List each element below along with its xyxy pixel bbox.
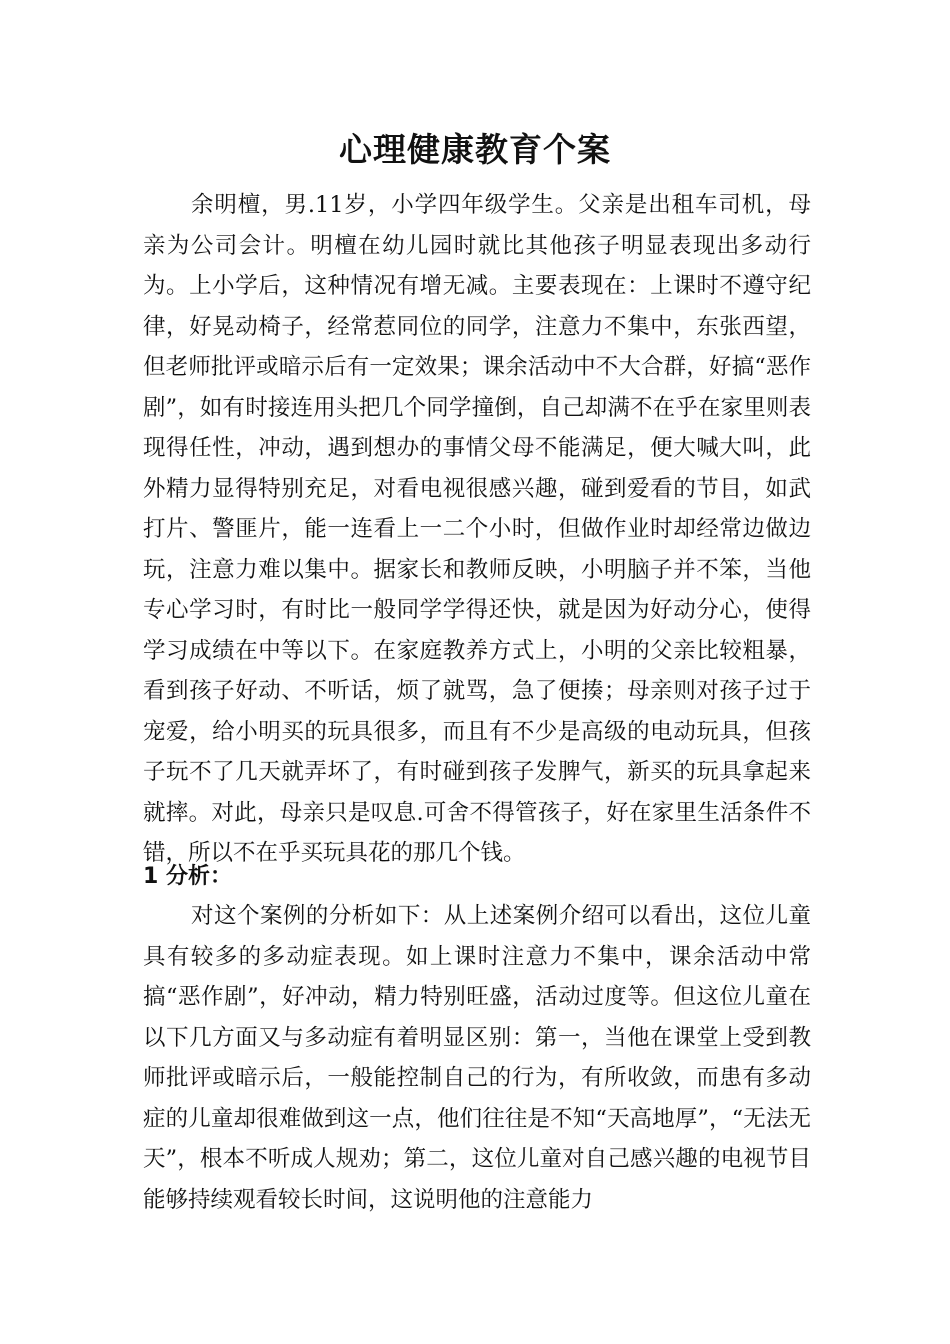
case-description-paragraph: 余明檀，男.11岁，小学四年级学生。父亲是出租车司机，母亲为公司会计。明檀在幼儿园时就比其他孩子明显表现出多动行为。上小学后，这种情况有增无减。主要表现在：上课时不遵守纪律，好晃动椅子，经常惹同位的同学，注意力不集中，东张西望，但老师批评或暗示后有一定效果；课余活动中不大合群，好搞“恶作剧”，如有时接连用头把几个同学撞倒，自己却满不在乎在家里则表现得任性，冲动，遇到想办的事情父母不能满足，便大喊大叫，此外精力显得特别充足，对看电视很感兴趣，碰到爱看的节目，如武打片、警匪片，能一连看上一二个小时，但做作业时却经常边做边玩，注意力难以集中。据家长和教师反映，小明脑子并不笨，当他专心学习时，有时比一般同学学得还快，就是因为好动分心，使得学习成绩在中等以下。在家庭教养方式上，小明的父亲比较粗暴，看到孩子好动、不听话，烦了就骂，急了便揍；母亲则对孩子过于宠爱，给小明买的玩具很多，而且有不少是高级的电动玩具，但孩子玩不了几天就弄坏了，有时碰到孩子发脾气，新买的玩具拿起来就摔。对此，母亲只是叹息.可舍不得管孩子，好在家里生活条件不错，所以不在乎买玩具花的那几个钱。	[143, 192, 811, 866]
analysis-paragraph: 对这个案例的分析如下：从上述案例介绍可以看出，这位儿童具有较多的多动症表现。如上课时注意力不集中，课余活动中常搞“恶作剧”，好冲动，精力特别旺盛，活动过度等。但这位儿童在以下几方面又与多动症有着明显区别：第一，当他在课堂上受到教师批评或暗示后，一般能控制自己的行为，有所收敛，而患有多动症的儿童却很难做到这一点，他们往往是不知“天高地厚”，“无法无天”，根本不听成人规劝；第二，这位儿童对自己感兴趣的电视节目能够持续观看较长时间，这说明他的注意能力	[143, 903, 811, 1213]
document-title: 心理健康教育个案	[339, 130, 611, 169]
analysis-heading: 1 分析：	[143, 864, 232, 889]
